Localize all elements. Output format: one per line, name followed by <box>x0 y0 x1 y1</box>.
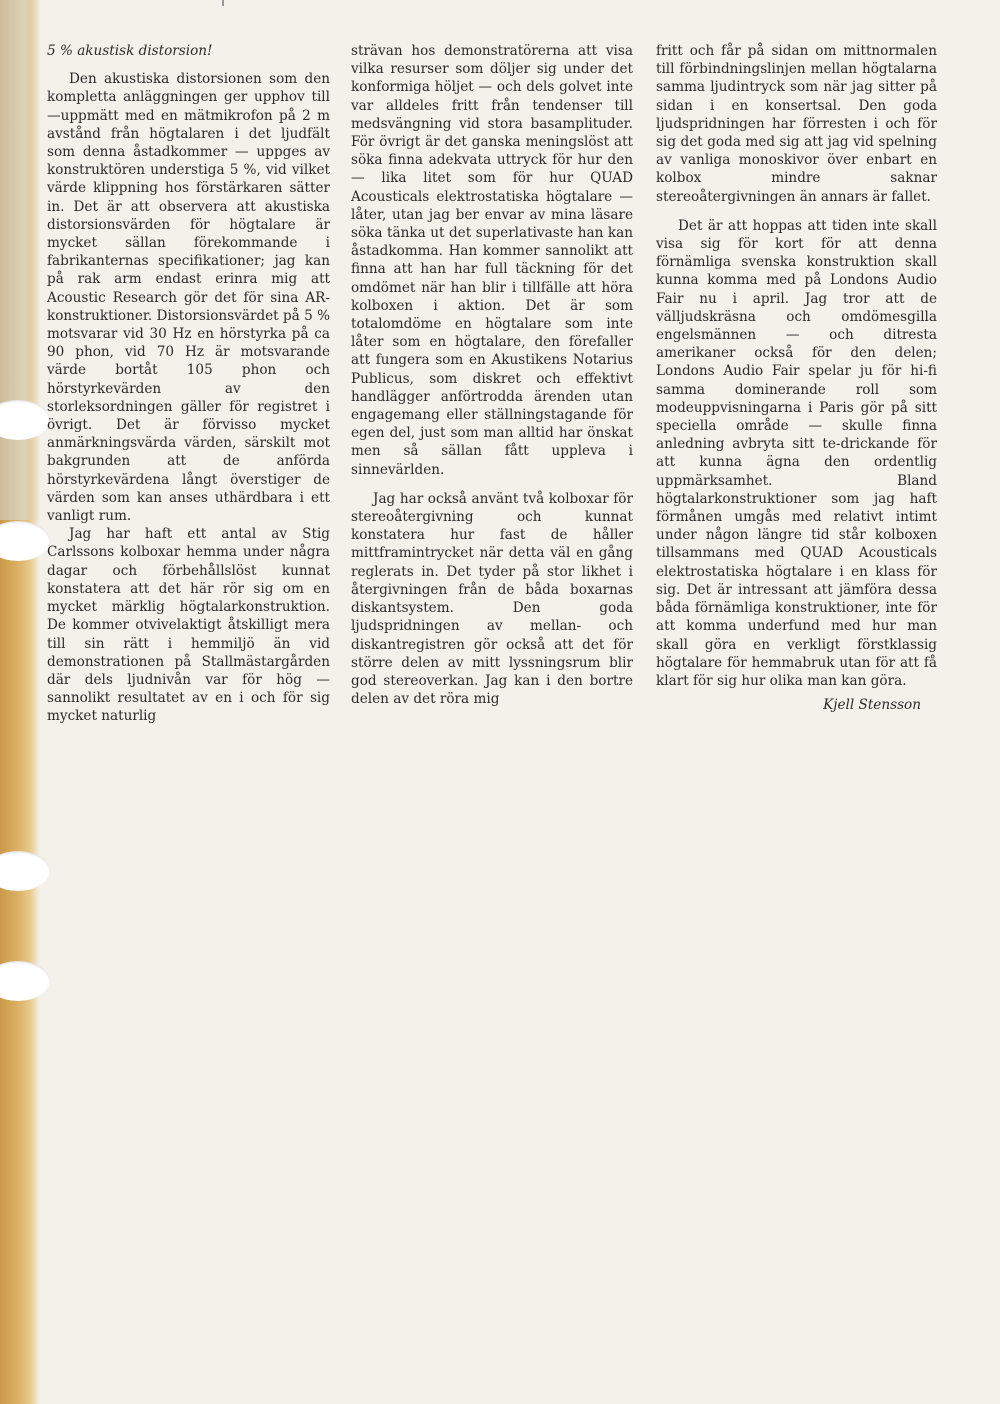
binding-edge-fade <box>0 0 40 520</box>
punch-hole <box>0 961 50 1001</box>
paragraph: fritt och får på sidan om mittnormalen till förbindningslinjen mellan högtalarna samma ljudintryck som när jag sitter på sidan i en konsertsal. Den goda ljudspridningen har förresten i och för sig det goda med sig att jag vid spelning av vanliga monoskivor över enbart en kolbox mindre saknar stereoåtergivningen än annars är fallet. <box>656 43 937 205</box>
paragraph: strävan hos demonstratörerna att visa vilka resurser som döljer sig under det konformiga höljet — och dels golvet inte var alldeles fritt från tendenser till medsvängning vid stora basamplituder. För övrigt är det ganska meningslöst att söka finna adekvata uttryck för hur den — lika litet som för hur QUAD Acousticals elektrostatiska högtalare — låter, utan jag ber envar av mina läsare söka tänka ut det superlativaste han kan åstadkomma. Han kommer sannolikt att finna att han har full täckning för det omdömet när han blir i tillfälle att höra kolboxen i aktion. Det är som totalomdöme en högtalare som inte låter som en högtalare, den förefaller att fungera som en Akustikens Notarius Publicus, som diskret och effektivt handlägger anförtrodda ärenden utan engagemang eller ställningstagande för egen del, just som man alltid har önskat men så sällan fått uppleva i sinnevärlden. <box>351 43 633 478</box>
punch-hole <box>0 400 50 440</box>
column-2 <box>351 42 633 708</box>
section-heading: 5 % akustisk distorsion! <box>47 43 213 59</box>
column-1 <box>47 42 330 726</box>
paragraph: Den akustiska distorsionen som den kompletta anläggningen ger upphov till—uppmätt med en mätmikrofon på 2 m avstånd från högtalaren i det ljudfält som denna åstadkommer — uppges av konstruktören understiga 5 %, vid vilket värde klippning hos förstärkaren sätter in. Det är att observera att akustiska distorsionsvärden för högtalare är mycket sällan förekommande i fabrikanternas specifikationer; jag kan på rak arm endast erinra mig att Acoustic Research gör det för sina AR-konstruktioner. Distorsionsvärdet på 5 % motsvarar vid 30 Hz en hörstyrka på ca 90 phon, vid 70 Hz är motsvarande värde bortåt 105 phon och hörstyrkevärden av den storleksordningen gäller för registret i övrigt. Det är förvisso mycket anmärkningsvärda värden, särskilt mot bakgrunden att de anförda hörstyrkevärdena långt överstiger de värden som kan anses uthärdbara i ett vanligt rum. <box>47 71 330 525</box>
paragraph: Jag har haft ett antal av Stig Carlssons kolboxar hemma under några dagar och förbehållslöst kunnat konstatera att det här rör sig om en mycket märklig högtalarkonstruktion. De kommer otvivelaktigt åtskilligt mera till sin rätt i hemmiljö än vid demonstrationen på Stallmästargården där dels ljudnivån var för hög — sannolikt resultatet av en i och för sig mycket naturlig <box>47 526 330 725</box>
paragraph: Jag har också använt två kolboxar för stereoåtergivning och kunnat konstatera hur fast de håller mittframintrycket när detta väl en gång reglerats in. Det tyder på stor likhet i återgivningen från de båda boxarnas diskantsystem. Den goda ljudspridningen av mellan- och diskantregistren gör också att det för större delen av mitt lyssningsrum blir god stereoverkan. Jag kan i den bortre delen av det röra mig <box>351 490 633 708</box>
page-mark <box>222 0 224 6</box>
binding-edge <box>0 0 40 1404</box>
paragraph: Det är att hoppas att tiden inte skall visa sig för kort för att denna förnämliga svenska konstruktion skall kunna komma med på Londons Audio Fair nu i april. Jag tror att de välljudskräsna och omdömesgilla engelsmännen — och ditresta amerikaner också för den delen; Londons Audio Fair spelar ju för hi-fi samma dominerande roll som modeuppvisningarna i Paris gör på sitt speciella område — skulle finna anledning avbryta sitt te-drickande för att kunna ägna den ordentlig uppmärksamhet. Bland högtalarkonstruktioner som jag haft förmånen umgås med relativt intimt under någon längre tid står kolboxen tillsammans med QUAD Acousticals elektrostatiska högtalare i en klass för sig. Det är intressant att jämföra dessa båda förnämliga konstruktioner, inte för att komma underfund med hur man skall göra en verkligt förstklassig högtalare för hemmabruk utan för att få klart för sig hur olika man kan göra. <box>656 217 937 689</box>
punch-hole <box>0 521 50 561</box>
column-3 <box>656 42 937 714</box>
author-signature: Kjell Stensson <box>823 697 921 714</box>
punch-hole <box>0 851 50 891</box>
